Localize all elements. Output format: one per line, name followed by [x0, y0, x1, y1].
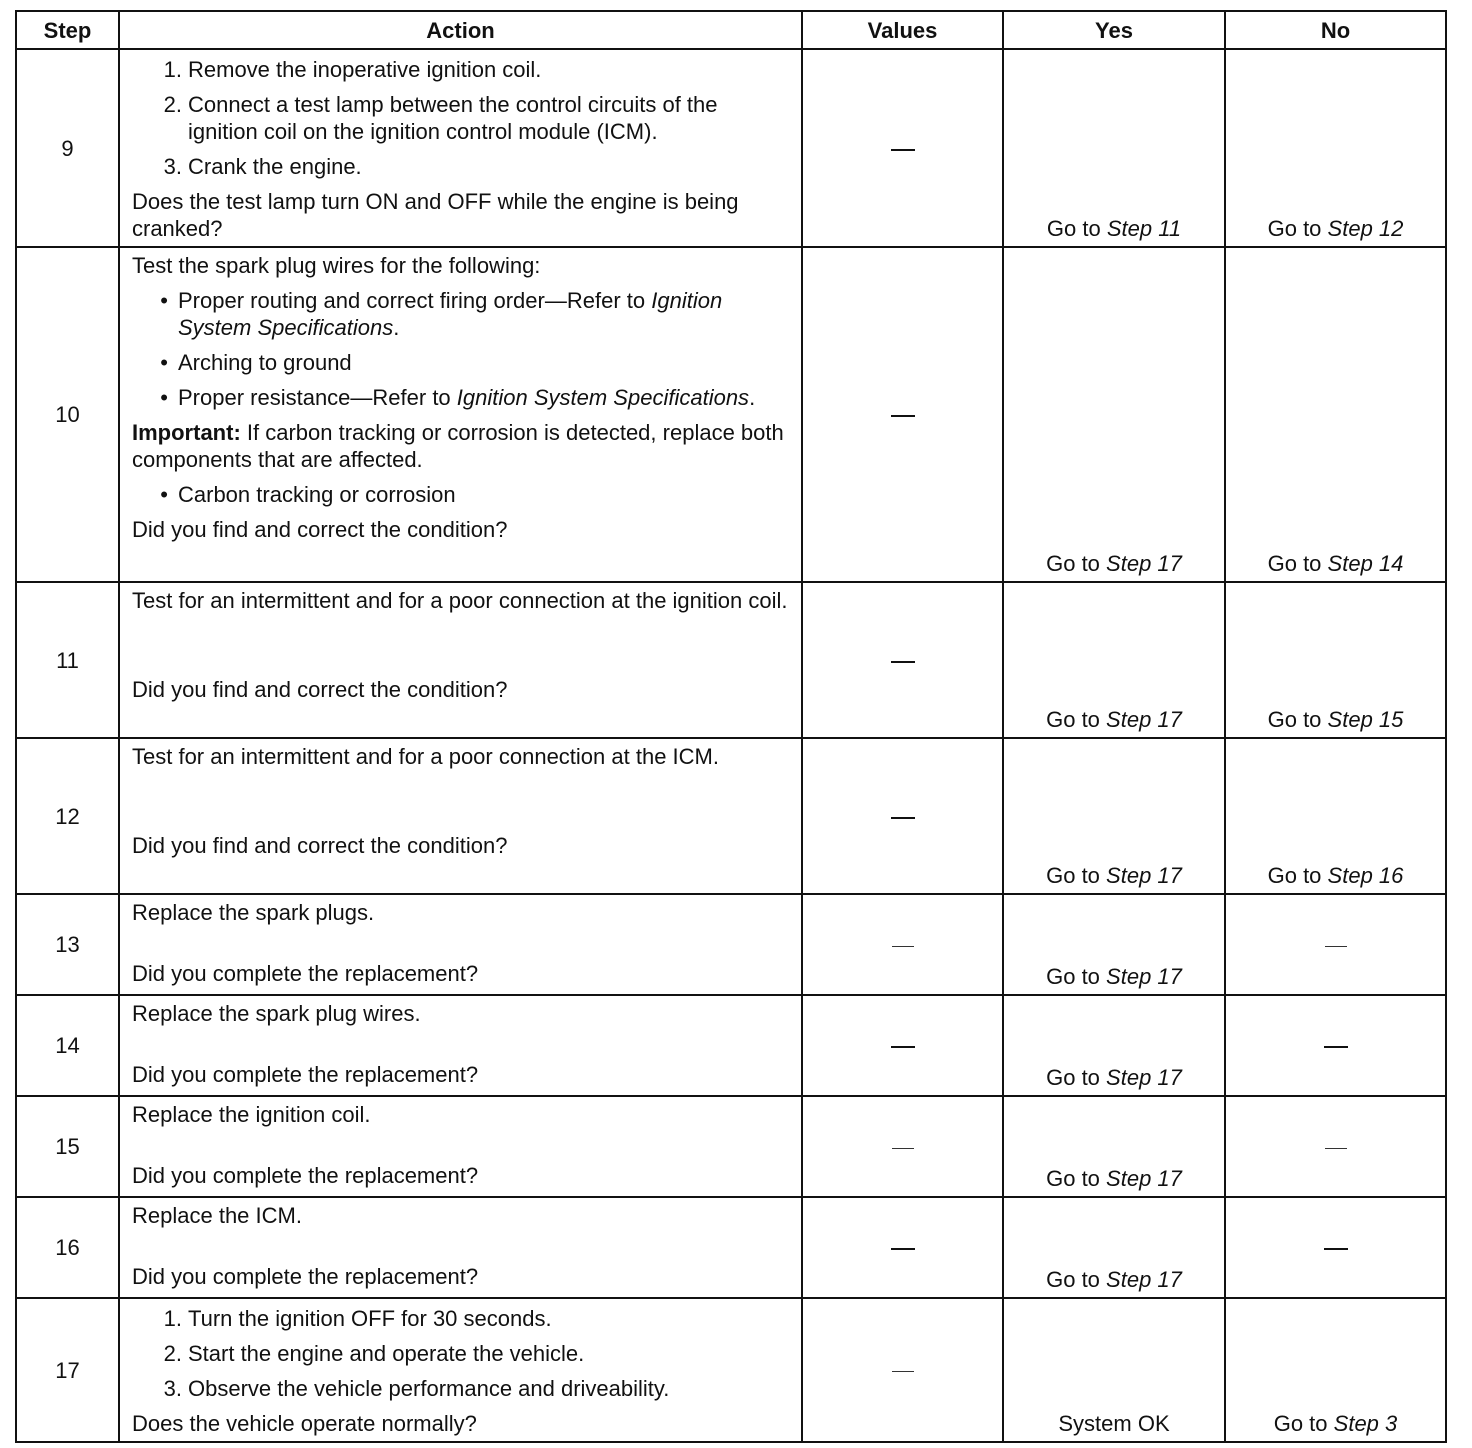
list-item: • Proper routing and correct firing order—Refer to Ignition System Specifications.	[160, 288, 723, 340]
no-header: No	[1225, 11, 1446, 49]
values-cell	[802, 894, 1003, 995]
dash-mark	[892, 1371, 914, 1372]
yes-cell: Go to Step 17	[1003, 247, 1225, 582]
action-header: Action	[119, 11, 802, 49]
action-cell	[119, 582, 802, 738]
table-row	[16, 1197, 1446, 1298]
yes-step-ref: Step 17	[1106, 964, 1182, 989]
important-note: Important: If carbon tracking or corrosion is detected, replace both components that are affected.	[132, 420, 784, 472]
dash-mark	[892, 946, 914, 947]
list-item: • Proper resistance—Refer to Ignition System Specifications.	[160, 385, 756, 410]
list-item: • Arching to ground	[160, 350, 352, 375]
yes-step-ref: Step 17	[1106, 863, 1182, 888]
dash-mark	[1325, 1148, 1347, 1149]
no-cell	[1225, 1096, 1446, 1197]
step-number: 11	[16, 582, 119, 738]
intro-text: Replace the spark plug wires.	[132, 1001, 421, 1026]
values-cell	[802, 1096, 1003, 1197]
no-step-ref: Step 16	[1327, 863, 1404, 888]
no-cell: Go to Step 14	[1225, 247, 1446, 582]
action-cell	[119, 1096, 802, 1197]
intro-text: Test for an intermittent and for a poor connection at the ICM.	[132, 744, 719, 769]
yes-cell	[1003, 1298, 1225, 1442]
list-item: 2. Start the engine and operate the vehicle.	[163, 1341, 585, 1366]
yes-cell: Go to Step 17	[1003, 995, 1225, 1096]
step-number: 12	[16, 738, 119, 894]
action-cell	[119, 1197, 802, 1298]
values-cell	[802, 995, 1003, 1096]
values-cell	[802, 1197, 1003, 1298]
dash-mark	[1324, 1046, 1348, 1048]
values-cell	[802, 1298, 1003, 1442]
values-cell	[802, 582, 1003, 738]
values-cell	[802, 738, 1003, 894]
yes-step-ref: Step 17	[1106, 1267, 1182, 1292]
table-row	[16, 894, 1446, 995]
dash-mark	[892, 1148, 914, 1149]
intro-text: Test the spark plug wires for the following:	[132, 253, 541, 278]
yes-cell: Go to Step 17	[1003, 894, 1225, 995]
no-cell	[1225, 894, 1446, 995]
list-item: 3. Observe the vehicle performance and driveability.	[163, 1376, 670, 1401]
list-item: 2. Connect a test lamp between the control circuits of the ignition coil on the ignition control module (ICM).	[163, 92, 718, 144]
step-number: 13	[16, 894, 119, 995]
no-cell: Go to Step 16	[1225, 738, 1446, 894]
intro-text: Replace the ICM.	[132, 1203, 302, 1228]
question-text: Did you complete the replacement?	[132, 1062, 479, 1087]
header-row	[16, 11, 1446, 49]
no-step-ref: Step 15	[1327, 707, 1404, 732]
no-step-ref: Step 3	[1333, 1411, 1398, 1436]
list-item: 1. Turn the ignition OFF for 30 seconds.	[163, 1306, 552, 1331]
values-cell	[802, 247, 1003, 582]
no-cell: Go to Step 12	[1225, 49, 1446, 247]
step-number: 14	[16, 995, 119, 1096]
intro-text: Replace the ignition coil.	[132, 1102, 371, 1127]
yes-step-ref: Step 11	[1106, 216, 1182, 241]
action-cell	[119, 894, 802, 995]
action-cell	[119, 49, 802, 247]
step-number: 10	[16, 247, 119, 582]
values-cell	[802, 49, 1003, 247]
yes-header: Yes	[1003, 11, 1225, 49]
list-item: 3. Crank the engine.	[163, 154, 362, 179]
dash-mark	[1325, 946, 1347, 947]
table-row	[16, 247, 1446, 582]
step-header: Step	[16, 11, 119, 49]
table-row	[16, 1298, 1446, 1442]
step-number: 9	[16, 49, 119, 247]
dash-mark	[891, 1248, 915, 1250]
table-row	[16, 995, 1446, 1096]
yes-step-ref: Step 17	[1106, 551, 1182, 576]
action-cell	[119, 1298, 802, 1442]
question-text: Did you complete the replacement?	[132, 961, 479, 986]
action-cell	[119, 738, 802, 894]
table-row	[16, 738, 1446, 894]
yes-step-ref: Step 17	[1106, 707, 1182, 732]
yes-cell: Go to Step 17	[1003, 1197, 1225, 1298]
list-item: • Carbon tracking or corrosion	[160, 482, 456, 507]
step-number: 15	[16, 1096, 119, 1197]
question-text: Did you complete the replacement?	[132, 1264, 479, 1289]
list-item: 1. Remove the inoperative ignition coil.	[163, 57, 542, 82]
dash-mark	[891, 661, 915, 663]
intro-text: Test for an intermittent and for a poor connection at the ignition coil.	[132, 588, 788, 613]
question-text: Does the vehicle operate normally?	[132, 1411, 477, 1436]
step-number: 16	[16, 1197, 119, 1298]
table-row	[16, 49, 1446, 247]
yes-cell: Go to Step 11	[1003, 49, 1225, 247]
question-text: Did you complete the replacement?	[132, 1163, 479, 1188]
dash-mark	[891, 1046, 915, 1048]
intro-text: Replace the spark plugs.	[132, 900, 375, 925]
no-step-ref: Step 14	[1327, 551, 1404, 576]
yes-cell: Go to Step 17	[1003, 582, 1225, 738]
diagnostic-table	[15, 10, 1447, 1443]
question-text: Did you find and correct the condition?	[132, 833, 508, 858]
no-cell: Go to Step 15	[1225, 582, 1446, 738]
spec-reference: Ignition System Specifications	[178, 288, 723, 340]
yes-cell: Go to Step 17	[1003, 1096, 1225, 1197]
values-header: Values	[802, 11, 1003, 49]
yes-cell: Go to Step 17	[1003, 738, 1225, 894]
no-cell: Go to Step 3	[1225, 1298, 1446, 1442]
step-number: 17	[16, 1298, 119, 1442]
action-cell	[119, 247, 802, 582]
question-text: Did you find and correct the condition?	[132, 677, 508, 702]
question-text: Does the test lamp turn ON and OFF while the engine is being cranked?	[132, 189, 739, 241]
dash-mark	[891, 817, 915, 819]
no-cell	[1225, 995, 1446, 1096]
no-step-ref: Step 12	[1327, 216, 1404, 241]
dash-mark	[891, 415, 915, 417]
table-row	[16, 582, 1446, 738]
table-row	[16, 1096, 1446, 1197]
question-text: Did you find and correct the condition?	[132, 517, 508, 542]
system-ok-text: System OK	[1058, 1411, 1170, 1436]
no-cell	[1225, 1197, 1446, 1298]
spec-reference: Ignition System Specifications	[456, 385, 750, 410]
dash-mark	[891, 149, 915, 151]
yes-step-ref: Step 17	[1106, 1065, 1182, 1090]
action-cell	[119, 995, 802, 1096]
yes-step-ref: Step 17	[1106, 1166, 1182, 1191]
dash-mark	[1324, 1248, 1348, 1250]
